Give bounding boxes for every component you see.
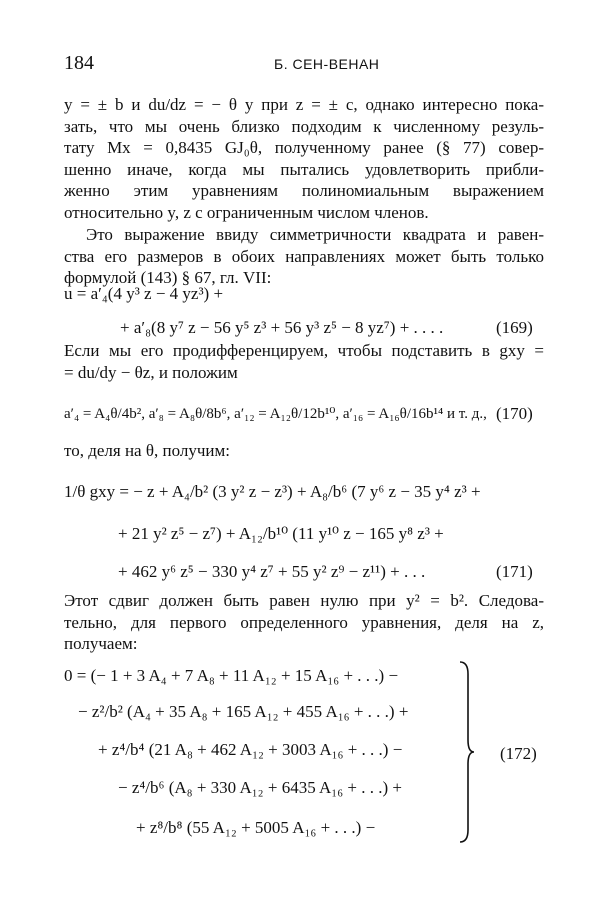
paragraph-5 <box>64 590 544 655</box>
equation-171-line-3: + 462 y⁶ z⁵ − 330 y⁴ z⁷ + 55 y² z⁹ − z¹¹) + . . . <box>118 562 426 581</box>
equation-number-172: (172) <box>500 744 537 763</box>
right-brace-icon <box>458 660 476 844</box>
equation-172-line-5: + z⁸/b⁸ (55 A₁₂ + 5005 A₁₆ + . . .) − <box>136 818 376 837</box>
text-line: женно этим уравнениям полиномиальным выражением <box>64 181 544 200</box>
paragraph-2 <box>64 224 544 289</box>
text-line: Этот сдвиг должен быть равен нулю при y² = b². Следова- <box>64 591 544 610</box>
text-line: ства его размеров в обоих направлениях может быть только <box>64 246 544 266</box>
text-line: = du/dy − θz, и положим <box>64 362 238 382</box>
page-header <box>64 52 544 82</box>
equation-number-170: (170) <box>496 404 533 423</box>
equation-169-line-1: u = a′₄(4 y³ z − 4 yz³) + <box>64 284 224 303</box>
text-line: тату Mx = 0,8435 GJ₀θ, полученному ранее (§ 77) совер- <box>64 138 544 157</box>
text-line: y = ± b и du/dz = − θ y при z = ± c, однако интересно пока- <box>64 95 544 114</box>
text-line: формулой (143) § 67, гл. VII: <box>64 268 272 287</box>
text-line: Если мы его продифференцируем, чтобы подставить в gxy = <box>64 341 544 360</box>
equation-172-line-4: − z⁴/b⁶ (A₈ + 330 A₁₂ + 6435 A₁₆ + . . .) + <box>118 778 402 797</box>
text-line: зать, что мы очень близко подходим к численному резуль- <box>64 116 544 136</box>
text-line: получаем: <box>64 634 138 653</box>
text-line: Это выражение ввиду симметричности квадрата и равен- <box>86 225 544 244</box>
text-line: то, деля на θ, получим: <box>64 441 230 460</box>
text-line: шенно иначе, когда мы пытались удовлетворить прибли- <box>64 159 544 179</box>
paragraph-4 <box>64 440 544 462</box>
equation-172-line-3: + z⁴/b⁴ (21 A₈ + 462 A₁₂ + 3003 A₁₆ + . . .) − <box>98 740 403 759</box>
equation-170: a′₄ = A₄θ/4b², a′₈ = A₈θ/8b⁶, a′₁₂ = A₁₂θ/12b¹⁰, a′₁₆ = A₁₆θ/16b¹⁴ и т. д., <box>64 406 487 422</box>
paragraph-3 <box>64 340 544 383</box>
equation-169-line-2: + a′₈(8 y⁷ z − 56 y⁵ z³ + 56 y³ z⁵ − 8 yz⁷) + . . . . <box>120 318 444 337</box>
equation-171-line-1: 1/θ gxy = − z + A₄/b² (3 y² z − z³) + A₈/b⁶ (7 y⁶ z − 35 y⁴ z³ + <box>64 482 481 501</box>
equation-number-169: (169) <box>496 318 533 337</box>
running-head: Б. СЕН-ВЕНАН <box>274 56 380 72</box>
equation-172-line-1: 0 = (− 1 + 3 A₄ + 7 A₈ + 11 A₁₂ + 15 A₁₆ + . . .) − <box>64 666 399 685</box>
equation-number-171: (171) <box>496 562 533 581</box>
page-number: 184 <box>64 52 94 74</box>
equation-171-line-2: + 21 y² z⁵ − z⁷) + A₁₂/b¹⁰ (11 y¹⁰ z − 165 y⁸ z³ + <box>118 524 444 543</box>
equation-172-line-2: − z²/b² (A₄ + 35 A₈ + 165 A₁₂ + 455 A₁₆ + . . .) + <box>78 702 409 721</box>
text-line: относительно y, z с ограниченным числом членов. <box>64 202 429 222</box>
paragraph-1 <box>64 94 544 223</box>
text-line: тельно, для первого определенного уравнения, деля на z, <box>64 612 544 632</box>
